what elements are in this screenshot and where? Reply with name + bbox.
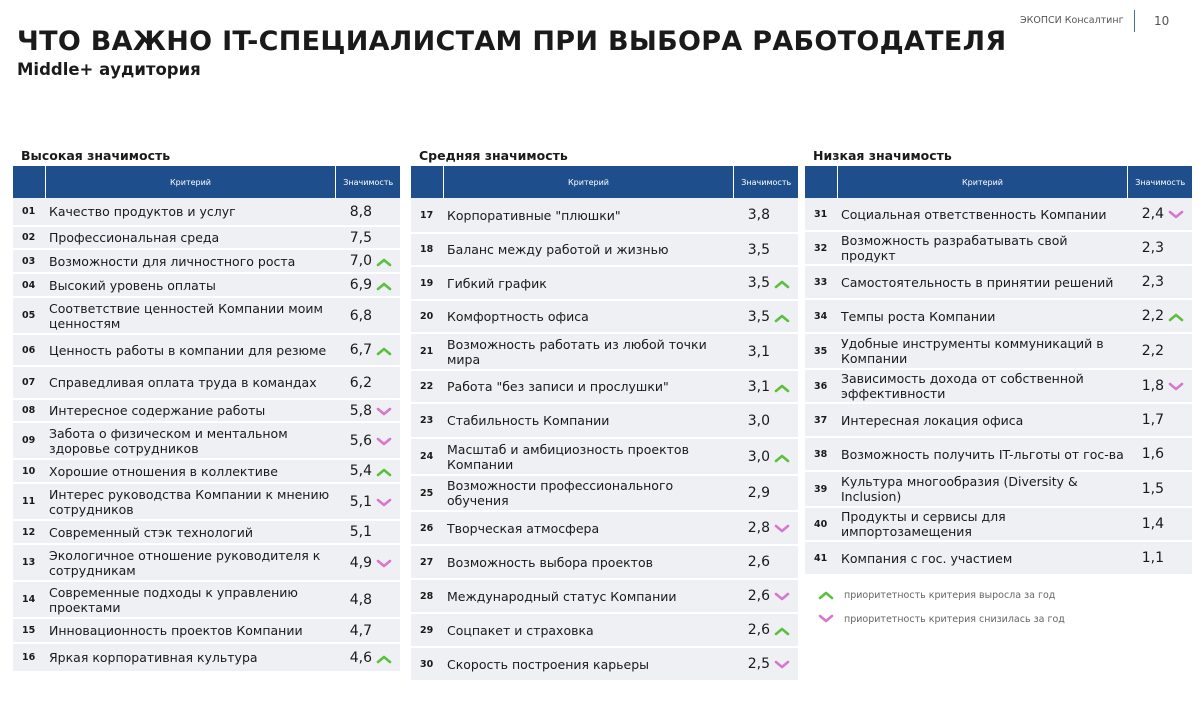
table-row: [805, 471, 1192, 507]
criterion-text: Комфортность офиса: [443, 300, 734, 333]
row-number: 20: [411, 300, 443, 333]
trend-cell: [376, 297, 400, 334]
criterion-text: Высокий уровень оплаты: [45, 273, 336, 297]
table-row: [13, 366, 400, 399]
criterion-text: Профессиональная среда: [45, 226, 336, 249]
table-row: [411, 613, 798, 647]
page-subtitle: Middle+ аудитория: [17, 60, 201, 79]
trend-cell: [1168, 369, 1192, 403]
trend-cell: [1168, 333, 1192, 369]
header-value: Значимость: [734, 166, 798, 198]
row-number: 38: [805, 437, 837, 471]
importance-value: 2,5: [734, 647, 774, 681]
legend-down: [818, 607, 1065, 631]
slide-header: [17, 26, 1017, 79]
importance-value: 2,2: [1128, 299, 1168, 333]
table-row: [13, 544, 400, 581]
row-number: 40: [805, 507, 837, 541]
importance-value: 2,8: [734, 511, 774, 545]
criterion-text: Темпы роста Компании: [837, 299, 1128, 333]
trend-cell: [774, 233, 798, 266]
chevron-down-icon: [774, 524, 790, 534]
row-number: 33: [805, 265, 837, 299]
trend-cell: [376, 273, 400, 297]
importance-value: 6,7: [336, 334, 376, 366]
chevron-down-icon: [1168, 210, 1184, 220]
importance-value: 5,8: [336, 399, 376, 422]
trend-cell: [1168, 198, 1192, 231]
chevron-down-icon: [376, 559, 392, 569]
table-row: [805, 437, 1192, 471]
trend-cell: [376, 334, 400, 366]
chevron-down-icon: [1168, 382, 1184, 392]
criterion-text: Возможности профессионального обучения: [443, 475, 734, 511]
row-number: 35: [805, 333, 837, 369]
chevron-down-icon: [376, 498, 392, 508]
brand-divider: [1134, 10, 1135, 32]
chevron-up-icon: [376, 257, 392, 267]
importance-value: 1,4: [1128, 507, 1168, 541]
chevron-up-icon: [774, 313, 790, 323]
importance-value: 5,1: [336, 520, 376, 544]
criterion-text: Соответствие ценностей Компании моим ценностям: [45, 297, 336, 334]
row-number: 28: [411, 579, 443, 613]
importance-value: 2,4: [1128, 198, 1168, 231]
importance-value: 6,9: [336, 273, 376, 297]
criteria-table: [13, 166, 400, 673]
legend: [818, 583, 1065, 631]
row-number: 03: [13, 249, 45, 273]
table-row: [805, 333, 1192, 369]
page-number: 10: [1154, 14, 1170, 28]
criterion-text: Продукты и сервисы для импортозамещения: [837, 507, 1128, 541]
importance-value: 1,5: [1128, 471, 1168, 507]
trend-cell: [774, 579, 798, 613]
trend-cell: [774, 545, 798, 579]
criterion-text: Самостоятельность в принятии решений: [837, 265, 1128, 299]
trend-cell: [1168, 437, 1192, 471]
criterion-text: Инновационность проектов Компании: [45, 618, 336, 643]
importance-value: 2,6: [734, 613, 774, 647]
row-number: 13: [13, 544, 45, 581]
importance-value: 2,3: [1128, 265, 1168, 299]
trend-cell: [1168, 471, 1192, 507]
table-row: [13, 334, 400, 366]
table-row: [411, 475, 798, 511]
criterion-text: Интерес руководства Компании к мнению сотрудников: [45, 483, 336, 520]
row-number: 39: [805, 471, 837, 507]
row-number: 01: [13, 198, 45, 226]
table-row: [805, 299, 1192, 333]
block-title: Высокая значимость: [21, 148, 171, 163]
chevron-down-icon: [774, 592, 790, 602]
header-criterion: Критерий: [443, 166, 734, 198]
table-row: [13, 249, 400, 273]
criterion-text: Хорошие отношения в коллективе: [45, 459, 336, 483]
row-number: 16: [13, 643, 45, 672]
criterion-text: Работа "без записи и прослушки": [443, 370, 734, 403]
importance-value: 3,5: [734, 300, 774, 333]
importance-value: 2,6: [734, 579, 774, 613]
importance-value: 2,9: [734, 475, 774, 511]
importance-value: 4,9: [336, 544, 376, 581]
legend-up: [818, 583, 1065, 607]
importance-value: 1,6: [1128, 437, 1168, 471]
criterion-text: Интересная локация офиса: [837, 403, 1128, 437]
trend-cell: [376, 618, 400, 643]
importance-value: 7,5: [336, 226, 376, 249]
row-number: 10: [13, 459, 45, 483]
trend-cell: [774, 333, 798, 370]
row-number: 09: [13, 422, 45, 459]
header-num: [13, 166, 45, 198]
importance-value: 3,0: [734, 403, 774, 438]
trend-cell: [774, 300, 798, 333]
table-row: [13, 581, 400, 618]
criterion-text: Стабильность Компании: [443, 403, 734, 438]
chevron-up-icon: [376, 346, 392, 356]
criterion-text: Возможность выбора проектов: [443, 545, 734, 579]
row-number: 18: [411, 233, 443, 266]
trend-cell: [774, 475, 798, 511]
row-number: 07: [13, 366, 45, 399]
trend-cell: [376, 399, 400, 422]
row-number: 21: [411, 333, 443, 370]
row-number: 34: [805, 299, 837, 333]
table-row: [13, 422, 400, 459]
table-row: [13, 297, 400, 334]
header-value: Значимость: [336, 166, 400, 198]
criterion-text: Компания с гос. участием: [837, 541, 1128, 575]
chevron-down-icon: [818, 614, 834, 624]
criterion-text: Ценность работы в компании для резюме: [45, 334, 336, 366]
importance-value: 8,8: [336, 198, 376, 226]
table-row: [411, 198, 798, 233]
table-row: [13, 483, 400, 520]
importance-value: 1,8: [1128, 369, 1168, 403]
table-row: [411, 370, 798, 403]
criterion-text: Экологичное отношение руководителя к сотрудникам: [45, 544, 336, 581]
row-number: 25: [411, 475, 443, 511]
row-number: 37: [805, 403, 837, 437]
importance-value: 6,8: [336, 297, 376, 334]
table-row: [411, 647, 798, 681]
row-number: 06: [13, 334, 45, 366]
row-number: 24: [411, 438, 443, 475]
table-row: [805, 403, 1192, 437]
criterion-text: Корпоративные "плюшки": [443, 198, 734, 233]
trend-cell: [774, 438, 798, 475]
table-row: [805, 231, 1192, 265]
header-criterion: Критерий: [837, 166, 1128, 198]
trend-cell: [376, 520, 400, 544]
criterion-text: Скорость построения карьеры: [443, 647, 734, 681]
chevron-up-icon: [1168, 312, 1184, 322]
trend-cell: [1168, 541, 1192, 575]
trend-cell: [774, 647, 798, 681]
chevron-up-icon: [376, 467, 392, 477]
criterion-text: Возможность получить IT-льготы от гос-ва: [837, 437, 1128, 471]
row-number: 04: [13, 273, 45, 297]
table-row: [805, 507, 1192, 541]
trend-cell: [774, 198, 798, 233]
trend-cell: [376, 422, 400, 459]
chevron-down-icon: [774, 660, 790, 670]
trend-cell: [774, 403, 798, 438]
importance-value: 3,1: [734, 370, 774, 403]
importance-value: 2,3: [1128, 231, 1168, 265]
criterion-text: Гибкий график: [443, 266, 734, 300]
criterion-text: Удобные инструменты коммуникаций в Компании: [837, 333, 1128, 369]
trend-cell: [376, 226, 400, 249]
criterion-text: Современный стэк технологий: [45, 520, 336, 544]
importance-value: 3,5: [734, 233, 774, 266]
trend-cell: [376, 643, 400, 672]
row-number: 30: [411, 647, 443, 681]
importance-value: 5,1: [336, 483, 376, 520]
trend-cell: [376, 198, 400, 226]
criterion-text: Возможность работать из любой точки мира: [443, 333, 734, 370]
row-number: 26: [411, 511, 443, 545]
importance-value: 4,8: [336, 581, 376, 618]
chevron-up-icon: [774, 383, 790, 393]
row-number: 11: [13, 483, 45, 520]
importance-value: 4,7: [336, 618, 376, 643]
row-number: 23: [411, 403, 443, 438]
table-row: [411, 300, 798, 333]
trend-cell: [1168, 507, 1192, 541]
table-row: [13, 226, 400, 249]
table-row: [805, 369, 1192, 403]
table-row: [805, 198, 1192, 231]
table-row: [411, 579, 798, 613]
row-number: 27: [411, 545, 443, 579]
row-number: 19: [411, 266, 443, 300]
importance-value: 4,6: [336, 643, 376, 672]
criterion-text: Забота о физическом и ментальном здоровье сотрудников: [45, 422, 336, 459]
criterion-text: Творческая атмосфера: [443, 511, 734, 545]
table-row: [13, 643, 400, 672]
block-title: Низкая значимость: [813, 148, 952, 163]
header-value: Значимость: [1128, 166, 1192, 198]
importance-value: 1,1: [1128, 541, 1168, 575]
chevron-down-icon: [376, 437, 392, 447]
chevron-up-icon: [774, 279, 790, 289]
table-row: [411, 233, 798, 266]
chevron-up-icon: [376, 281, 392, 291]
header-num: [411, 166, 443, 198]
legend-down-label: приоритетность критерия снизилась за год: [844, 613, 1065, 625]
table-row: [13, 520, 400, 544]
table-row: [13, 273, 400, 297]
row-number: 12: [13, 520, 45, 544]
table-row: [411, 266, 798, 300]
table-row: [411, 438, 798, 475]
criterion-text: Справедливая оплата труда в командах: [45, 366, 336, 399]
importance-value: 5,4: [336, 459, 376, 483]
row-number: 05: [13, 297, 45, 334]
criterion-text: Качество продуктов и услуг: [45, 198, 336, 226]
block-title: Средняя значимость: [419, 148, 568, 163]
trend-cell: [376, 366, 400, 399]
importance-value: 3,8: [734, 198, 774, 233]
trend-cell: [1168, 265, 1192, 299]
table-row: [13, 399, 400, 422]
chevron-down-icon: [376, 407, 392, 417]
row-number: 29: [411, 613, 443, 647]
importance-value: 2,6: [734, 545, 774, 579]
importance-value: 3,0: [734, 438, 774, 475]
row-number: 41: [805, 541, 837, 575]
brand-name: ЭКОПСИ Консалтинг: [1020, 15, 1124, 26]
table-row: [411, 511, 798, 545]
row-number: 08: [13, 399, 45, 422]
block-medium-importance: [411, 148, 798, 682]
importance-value: 2,2: [1128, 333, 1168, 369]
row-number: 14: [13, 581, 45, 618]
block-high-importance: [13, 148, 400, 673]
trend-cell: [376, 581, 400, 618]
criterion-text: Современные подходы к управлению проектами: [45, 581, 336, 618]
importance-value: 6,2: [336, 366, 376, 399]
table-row: [805, 265, 1192, 299]
trend-cell: [774, 370, 798, 403]
criterion-text: Зависимость дохода от собственной эффективности: [837, 369, 1128, 403]
trend-cell: [774, 511, 798, 545]
table-row: [13, 198, 400, 226]
trend-cell: [774, 266, 798, 300]
importance-value: 1,7: [1128, 403, 1168, 437]
row-number: 22: [411, 370, 443, 403]
trend-cell: [376, 459, 400, 483]
importance-value: 7,0: [336, 249, 376, 273]
table-row: [411, 403, 798, 438]
table-row: [411, 333, 798, 370]
criterion-text: Баланс между работой и жизнью: [443, 233, 734, 266]
criterion-text: Международный статус Компании: [443, 579, 734, 613]
row-number: 36: [805, 369, 837, 403]
row-number: 17: [411, 198, 443, 233]
row-number: 32: [805, 231, 837, 265]
criteria-table: [805, 166, 1192, 576]
legend-up-label: приоритетность критерия выросла за год: [844, 589, 1056, 601]
table-row: [805, 541, 1192, 575]
criterion-text: Яркая корпоративная культура: [45, 643, 336, 672]
header-num: [805, 166, 837, 198]
row-number: 31: [805, 198, 837, 231]
criterion-text: Интересное содержание работы: [45, 399, 336, 422]
trend-cell: [376, 483, 400, 520]
page-title: ЧТО ВАЖНО IT-СПЕЦИАЛИСТАМ ПРИ ВЫБОРА РАБОТОДАТЕЛЯ: [17, 26, 1007, 57]
criterion-text: Социальная ответственность Компании: [837, 198, 1128, 231]
chevron-up-icon: [774, 453, 790, 463]
trend-cell: [376, 249, 400, 273]
table-row: [411, 545, 798, 579]
trend-cell: [1168, 403, 1192, 437]
trend-cell: [774, 613, 798, 647]
criteria-table: [411, 166, 798, 682]
trend-cell: [1168, 231, 1192, 265]
importance-value: 3,5: [734, 266, 774, 300]
block-low-importance: [805, 148, 1192, 576]
criterion-text: Масштаб и амбициозность проектов Компании: [443, 438, 734, 475]
table-row: [13, 618, 400, 643]
importance-value: 5,6: [336, 422, 376, 459]
header-criterion: Критерий: [45, 166, 336, 198]
row-number: 15: [13, 618, 45, 643]
chevron-up-icon: [376, 654, 392, 664]
criterion-text: Соцпакет и страховка: [443, 613, 734, 647]
chevron-up-icon: [818, 590, 834, 600]
criterion-text: Культура многообразия (Diversity & Inclusion): [837, 471, 1128, 507]
criterion-text: Возможность разрабатывать свой продукт: [837, 231, 1128, 265]
criterion-text: Возможности для личностного роста: [45, 249, 336, 273]
trend-cell: [376, 544, 400, 581]
chevron-up-icon: [774, 626, 790, 636]
importance-value: 3,1: [734, 333, 774, 370]
trend-cell: [1168, 299, 1192, 333]
row-number: 02: [13, 226, 45, 249]
table-row: [13, 459, 400, 483]
